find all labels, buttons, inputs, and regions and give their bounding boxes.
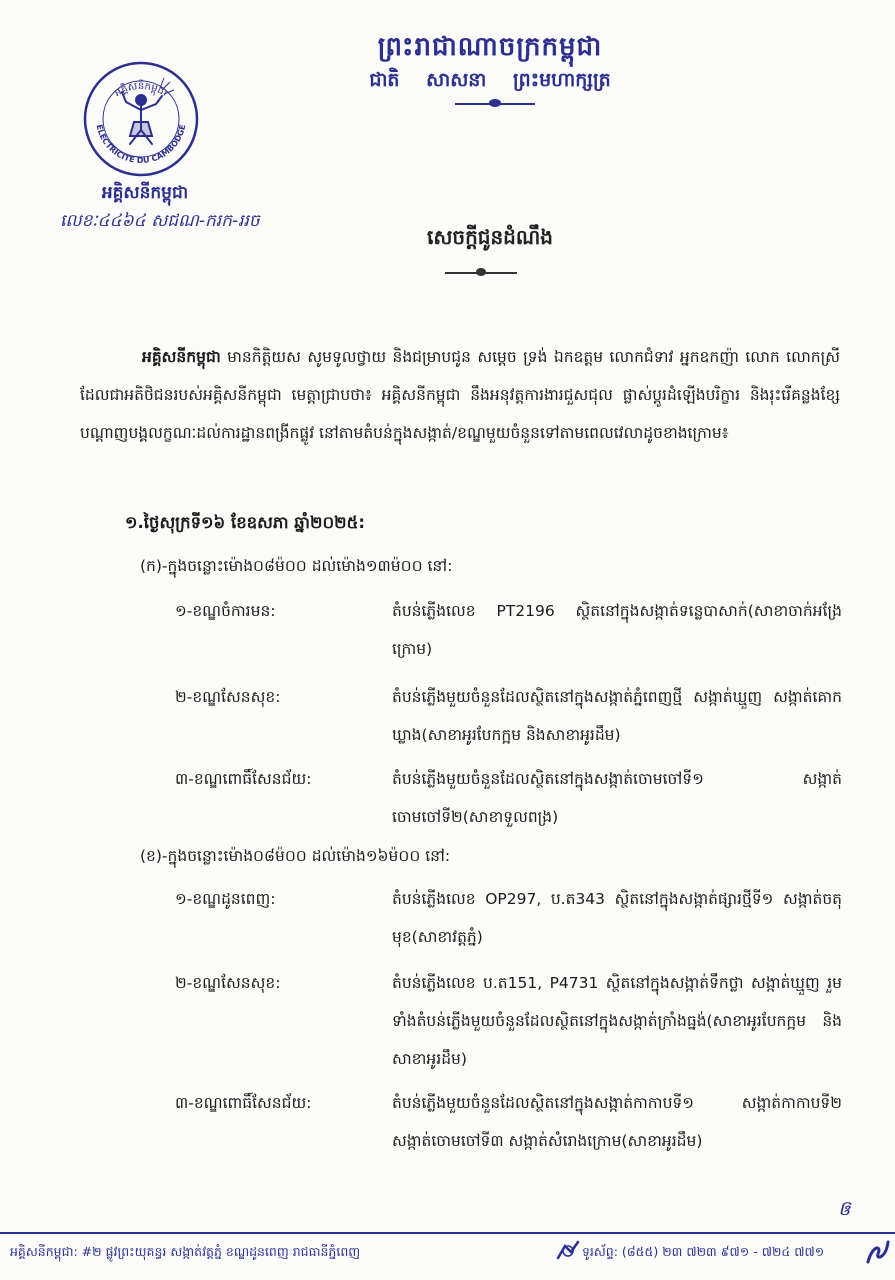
footer-divider — [0, 1232, 895, 1234]
district-label: ១-ខណ្ឌចំការមន: — [175, 602, 276, 620]
header-ornament-dot — [489, 99, 501, 107]
company-logo-icon — [82, 60, 200, 178]
intro-paragraph — [80, 338, 840, 452]
schedule-day-heading: ១.ថ្ងៃសុក្រទី១៦ ខែឧសភា ឆ្នាំ២០២៥: — [125, 513, 365, 532]
district-label: ២-ខណ្ឌសែនសុខ: — [175, 974, 281, 992]
page-initial-mark: ឲ — [838, 1196, 851, 1220]
district-detail: តំបន់ភ្លើងមួយចំនួនដែលស្ថិតនៅក្នុងសង្កាត់កាកាបទី១ សង្កាត់កាកាបទី២ សង្កាត់ចោមចៅទី៣ សង្កាត់សំរោងក្រោម(សាខាអូរដឹម) — [392, 1094, 842, 1150]
document-title: សេចក្តីជូនដំណឹង — [427, 225, 553, 249]
kingdom-title: ព្រះរាជាណាចក្រកម្ពុជា — [377, 32, 603, 62]
district-detail: តំបន់ភ្លើងមួយចំនួនដែលស្ថិតនៅក្នុងសង្កាត់ចោមចៅទី១ សង្កាត់ចោមចៅទី២(សាខាទួលពង្រ) — [392, 770, 842, 826]
intro-text: មានកិត្តិយស សូមទូលថ្វាយ និងជម្រាបជូន សម្តេច ទ្រង់ ឯកឧត្តម លោកជំទាវ អ្នកឧកញ៉ា លោក លោកស្រី ដែលជាអតិថិជនរបស់អគ្គិសនីកម្ពុជា មេត្តាជ្រាបថា៖ អគ្គិសនីកម្ពុជា នឹងអនុវត្តការងារជួសជុល ផ្លាស់ប្តូរដំឡើងបរិក្ខារ និងរុះរើគន្លងខ្សែបណ្តាញបង្គលក្ខណៈដល់ការដ្ឋានពង្រីកផ្លូវ នៅតាមតំបន់ក្នុងសង្កាត់/ខណ្ឌមួយចំនួនទៅតាមពេលវេលាដូចខាងក្រោម៖ — [80, 348, 840, 442]
reference-number: លេខៈ៤៤៦៤ សជណ-ករក-ររច — [60, 211, 260, 231]
district-label: ៣-ខណ្ឌពោធិ៍សែនជ័យ: — [175, 1094, 312, 1112]
district-detail: តំបន់ភ្លើងលេខ ប.ត151, P4731 ស្ថិតនៅក្នុងសង្កាត់ទឹកថ្លា សង្កាត់ឃ្មួញ រួមទាំងតំបន់ភ្លើងមួយចំនួនដែលស្ថិតនៅក្នុងសង្កាត់ក្រាំងធ្នង់(សាខាអូរបែកក្អម និងសាខាអូរដឹម) — [392, 974, 842, 1068]
district-label: ២-ខណ្ឌសែនសុខ: — [175, 688, 281, 706]
district-detail: តំបន់ភ្លើងមួយចំនួនដែលស្ថិតនៅក្នុងសង្កាត់ភ្នំពេញថ្មី សង្កាត់ឃ្មួញ សង្កាត់គោកឃ្លាង(សាខាអូរបែកក្អម និងសាខាអូរដឹម) — [392, 688, 842, 744]
district-detail: តំបន់ភ្លើងលេខ PT2196 ស្ថិតនៅក្នុងសង្កាត់ទន្លេបាសាក់(សាខាចាក់អង្រែក្រោម) — [392, 602, 842, 658]
logo-top-text: អគ្គិសនីកម្ពុជា — [112, 81, 169, 100]
organization-name: អគ្គិសនីកម្ពុជា — [101, 183, 189, 203]
district-label: ១-ខណ្ឌដូនពេញ: — [175, 890, 276, 908]
district-label: ៣-ខណ្ឌពោធិ៍សែនជ័យ: — [175, 770, 312, 788]
group-heading: (ខ)-ក្នុងចន្លោះម៉ោង០៨ម៉០០ ដល់ម៉ោង១៦ម៉០០ នៅ: — [140, 847, 451, 865]
national-motto: ជាតិ សាសនា ព្រះមហាក្សត្រ — [369, 69, 611, 91]
title-ornament-dot — [476, 268, 486, 276]
footer-address: អគ្គិសនីកម្ពុជា: #២ ផ្លូវព្រះយុគន្ធរ សង្កាត់វត្តភ្នំ ខណ្ឌដូនពេញ រាជធានីភ្នំពេញ — [10, 1244, 361, 1259]
district-detail: តំបន់ភ្លើងលេខ OP297, ប.ត343 ស្ថិតនៅក្នុងសង្កាត់ផ្សារថ្មីទី១ សង្កាត់ចតុមុខ(សាខាវត្តភ្នំ) — [392, 890, 842, 946]
logo-bottom-text: ELECTRICITE DU CAMBODGE — [94, 123, 188, 166]
intro-org-name: អគ្គិសនីកម្ពុជា — [142, 348, 221, 366]
footer-phone: ទូរស័ព្ទ: (៨៥៥) ២៣ ៧២៣ ៩៧១ - ៧២៤ ៧៧១ — [582, 1244, 825, 1259]
phone-stamp-icon — [555, 1238, 581, 1264]
group-heading: (ក)-ក្នុងចន្លោះម៉ោង០៨ម៉០០ ដល់ម៉ោង១៣ម៉០០ នៅ: — [140, 557, 453, 575]
signature-mark-icon — [864, 1236, 892, 1268]
